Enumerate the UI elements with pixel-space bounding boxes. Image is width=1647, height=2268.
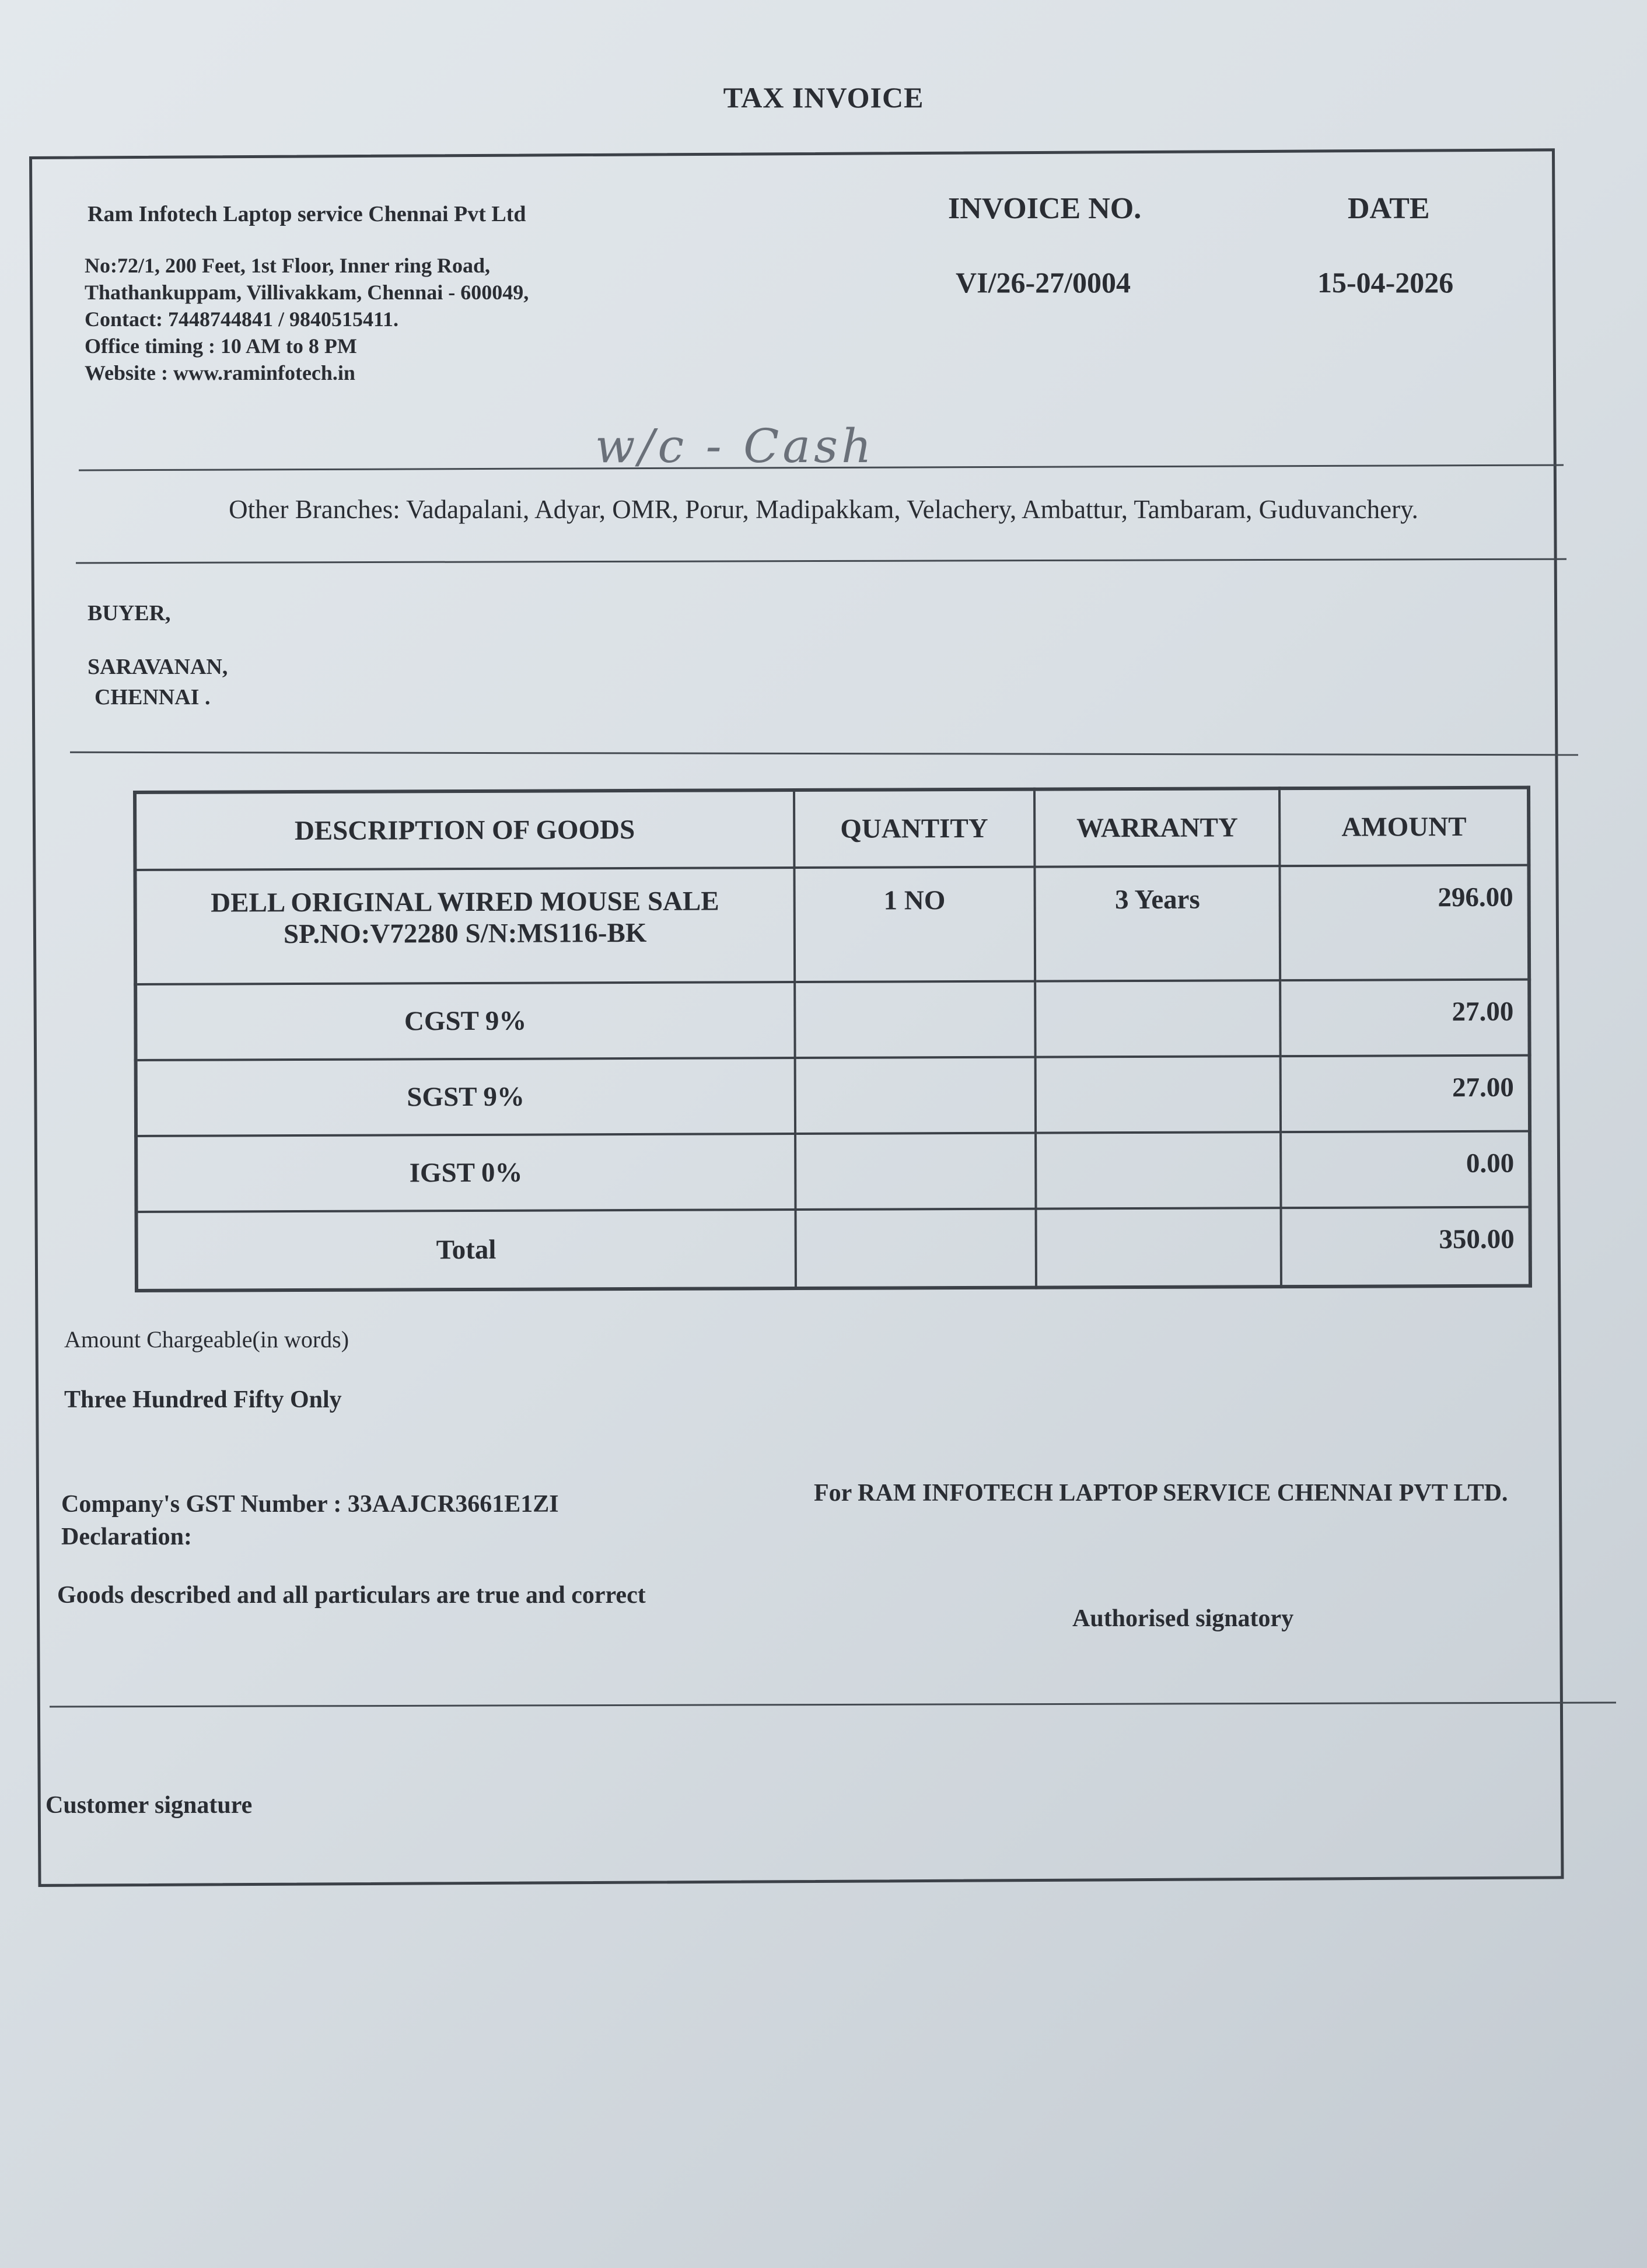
gst-number: Company's GST Number : 33AAJCR3661E1ZI [61,1491,559,1518]
header-warranty: WARRANTY [1034,788,1280,866]
row-amount: 0.00 [1281,1131,1530,1208]
invoice-date: 15-04-2026 [1317,266,1454,299]
empty-cell [795,981,1036,1058]
invoice-number: VI/26-27/0004 [956,266,1131,299]
customer-signature: Customer signature [46,1792,253,1819]
goods-table [133,786,1532,1292]
table-total-row [137,1207,1530,1291]
authorised-signatory: Authorised signatory [1072,1605,1294,1632]
empty-cell [1036,1056,1281,1133]
address-line: No:72/1, 200 Feet, 1st Floor, Inner ring Road, [85,254,490,277]
header-amount: AMOUNT [1279,788,1529,866]
item-warranty: 3 Years [1034,866,1280,981]
row-amount: 27.00 [1281,1056,1530,1132]
buyer-name: SARAVANAN, [88,655,228,679]
row-label: SGST 9% [136,1058,795,1136]
address-line: Thathankuppam, Villivakkam, Chennai - 600049, [85,281,529,304]
contact-line: Contact: 7448744841 / 9840515411. [85,307,398,331]
company-address [85,252,529,386]
table-row [135,865,1529,984]
other-branches: Other Branches: Vadapalani, Adyar, OMR, Porur, Madipakkam, Velachery, Ambattur, Tambaram, Guduvanchery. [229,495,1418,524]
header-description: DESCRIPTION OF GOODS [135,790,794,870]
row-amount: 27.00 [1281,980,1530,1056]
for-company: For RAM INFOTECH LAPTOP SERVICE CHENNAI PVT LTD. [814,1480,1508,1507]
buyer-block [88,598,228,712]
declaration-label: Declaration: [61,1523,192,1550]
buyer-city: CHENNAI . [95,685,211,710]
empty-cell [795,1057,1036,1134]
table-row [135,980,1529,1060]
table-row [136,1056,1530,1136]
handwritten-note: w/c - Cash [595,419,875,473]
table-row [136,1131,1530,1212]
buyer-label: BUYER, [88,601,171,625]
document-title: TAX INVOICE [723,81,924,114]
table-header-row [135,788,1529,870]
item-description [135,868,794,984]
office-timing-line: Office timing : 10 AM to 8 PM [85,334,357,358]
empty-cell [1036,1132,1281,1208]
total-label: Total [137,1210,796,1291]
gst-declaration-block [61,1488,559,1553]
item-description-line: DELL ORIGINAL WIRED MOUSE SALE [211,886,719,918]
row-label: CGST 9% [135,982,795,1060]
declaration-text: Goods described and all particulars are true and correct [57,1582,646,1609]
item-quantity: 1 NO [794,867,1035,982]
item-description-line: SP.NO:V72280 S/N:MS116-BK [283,917,647,950]
total-amount: 350.00 [1281,1207,1530,1287]
date-label: DATE [1348,192,1430,225]
invoice-no-label: INVOICE NO. [948,192,1142,225]
empty-cell [795,1133,1036,1210]
company-name: Ram Infotech Laptop service Chennai Pvt Ltd [88,202,526,226]
row-label: IGST 0% [136,1134,795,1212]
empty-cell [795,1209,1036,1288]
amount-words-label: Amount Chargeable(in words) [64,1326,349,1353]
amount-words: Three Hundred Fifty Only [64,1386,342,1413]
website-line: Website : www.raminfotech.in [85,361,355,385]
item-amount: 296.00 [1280,865,1529,980]
empty-cell [1036,1208,1282,1287]
empty-cell [1035,980,1281,1057]
header-quantity: QUANTITY [794,789,1035,868]
